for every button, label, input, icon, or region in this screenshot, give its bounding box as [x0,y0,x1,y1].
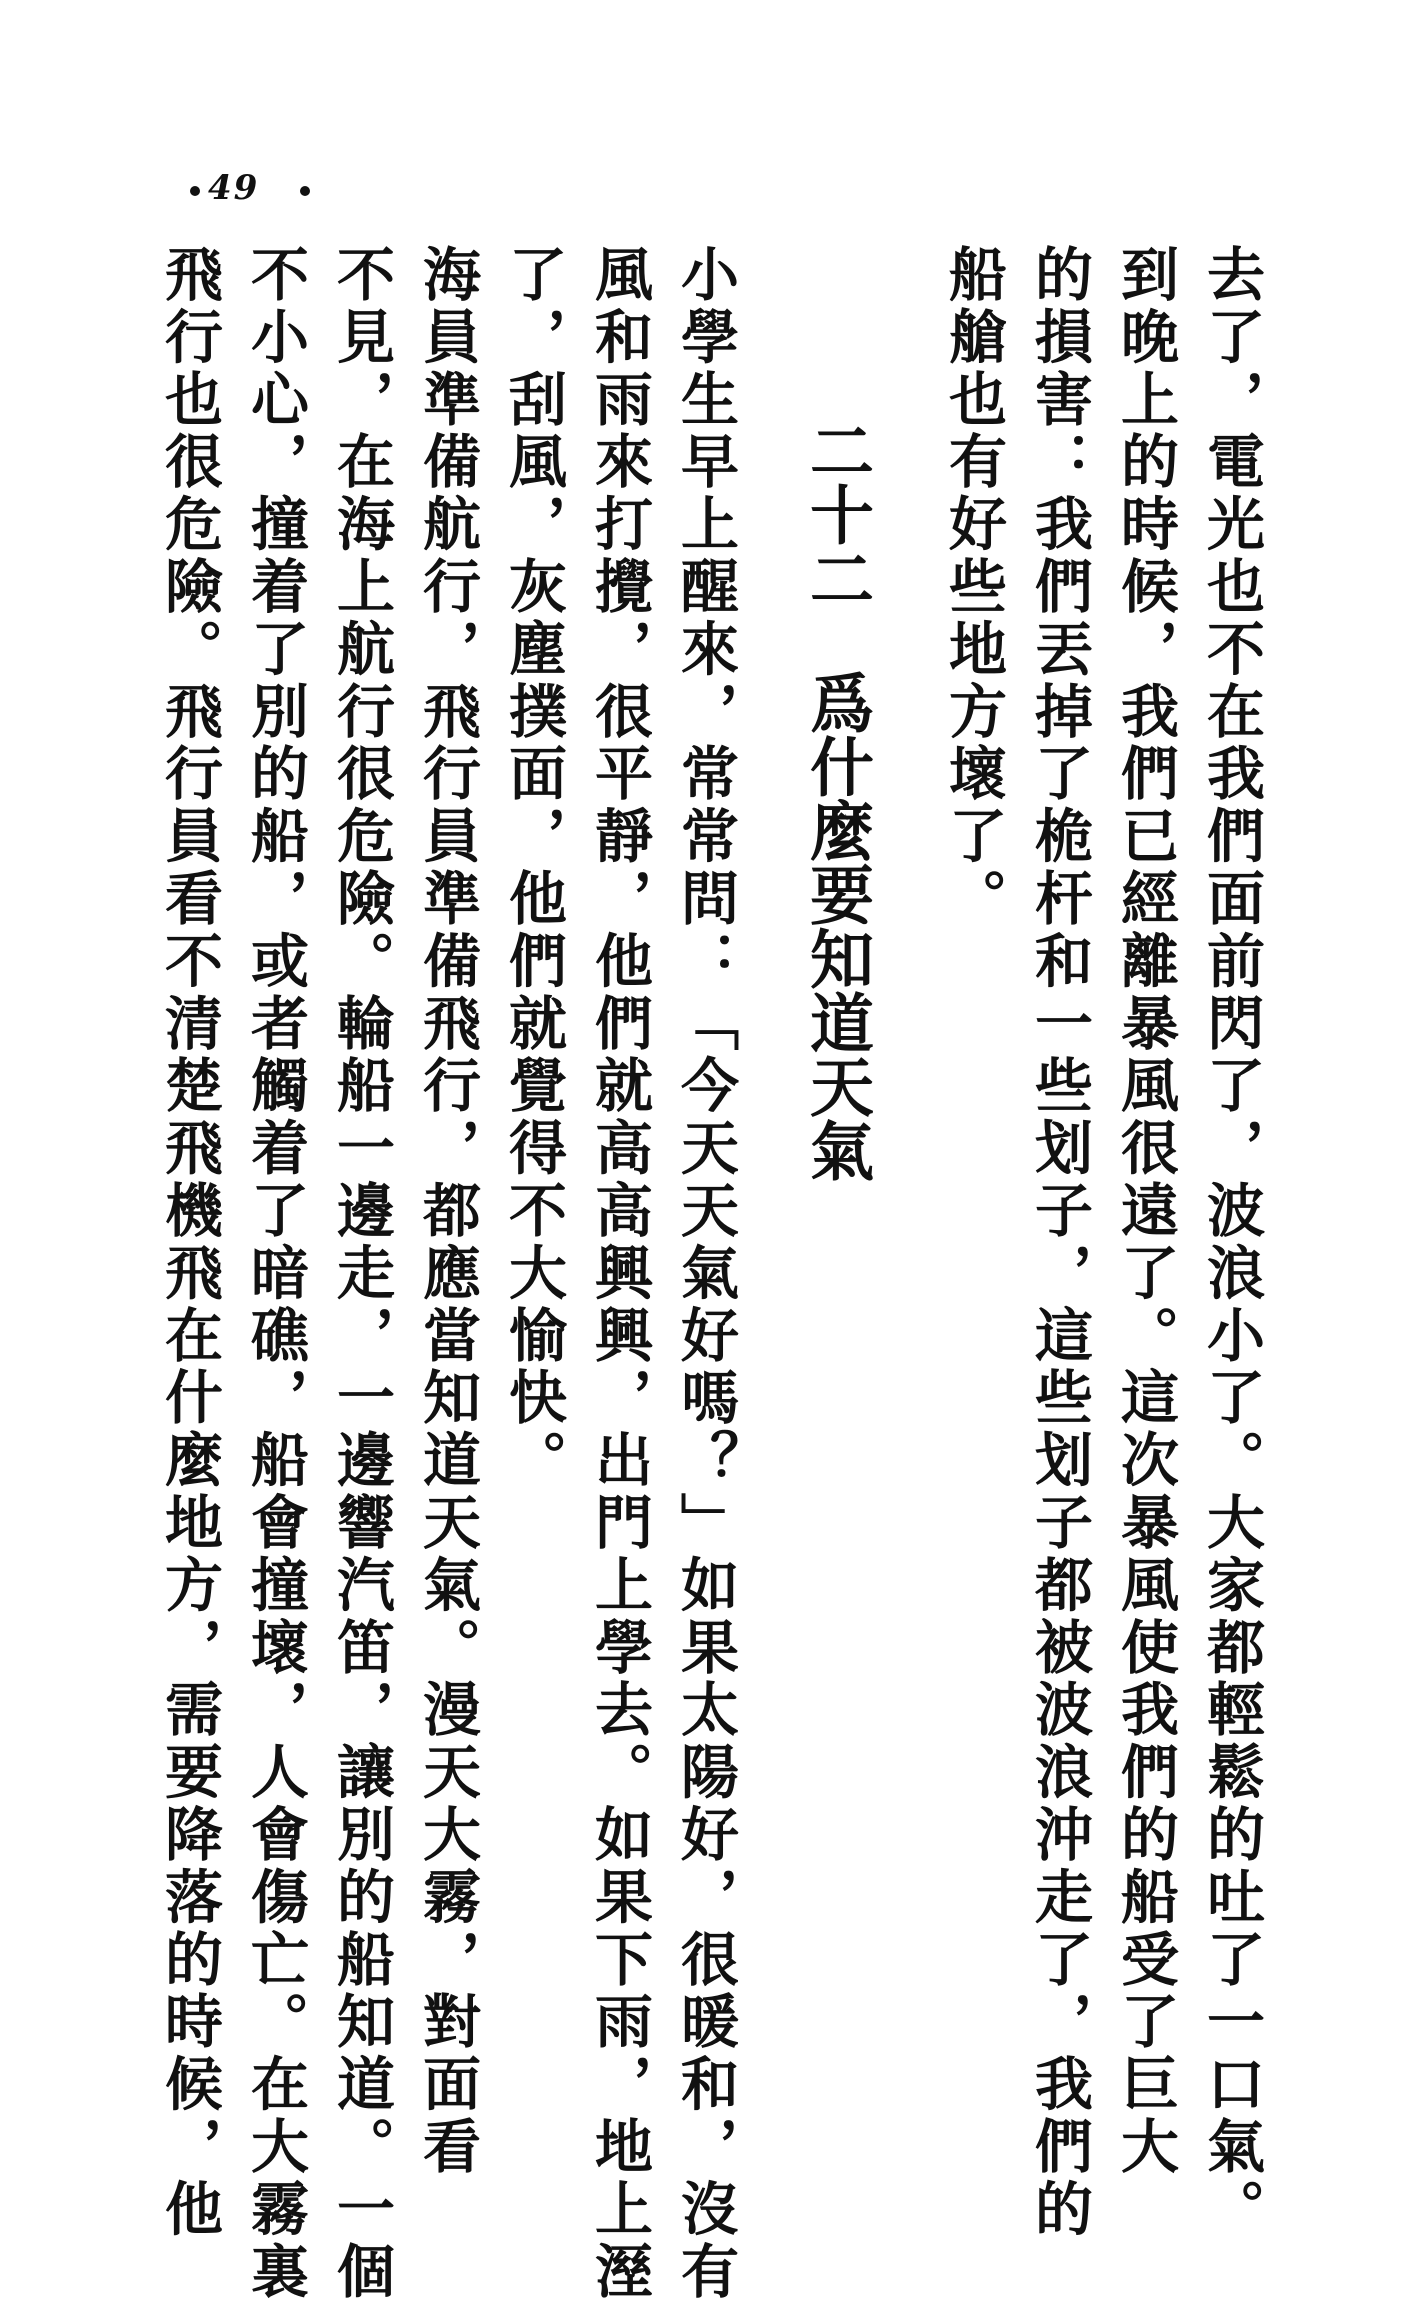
text-column-9: 不見，在海上航行很危險。輪船一邊走，一邊響汽笛，讓別的船知道。一個 [327,244,395,2303]
text-column-4: 船艙也有好些地方壞了。 [939,244,1007,931]
text-column-1: 去了，電光也不在我們面前閃了，波浪小了。大家都輕鬆的吐了一口氣。 [1197,244,1265,2241]
chapter-number: 二十二 [799,418,874,610]
chapter-title: 爲什麼要知道天氣 [799,670,874,1182]
text-column-7: 了，刮風，灰塵撲面，他們就覺得不大愉快。 [499,244,567,1492]
text-column-2: 到晚上的時候，我們已經離暴風很遠了。這次暴風使我們的船受了巨大 [1111,244,1179,2179]
page-number-right-dot [300,186,310,196]
text-column-8: 海員準備航行，飛行員準備飛行，都應當知道天氣。漫天大霧，對面看 [413,244,481,2179]
text-column-5: 小學生早上醒來，常常問：「今天天氣好嗎？」如果太陽好，很暖和，沒有 [671,244,739,2303]
text-column-11: 飛行也很危險。飛行員看不清楚飛機飛在什麼地方，需要降落的時候，他 [155,244,223,2241]
page-number: 49 [208,168,260,208]
text-column-10: 不小心，撞着了別的船，或者觸着了暗礁，船會撞壞，人會傷亡。在大霧裏 [241,244,309,2303]
page-number-left-dot [190,186,200,196]
text-column-6: 風和雨來打攪，很平靜，他們就高高興興，出門上學去。如果下雨，地上溼 [585,244,653,2303]
chapter-heading [799,418,874,1182]
text-column-3: 的損害：我們丟掉了桅杆和一些划子，這些划子都被波浪沖走了，我們的 [1025,244,1093,2241]
